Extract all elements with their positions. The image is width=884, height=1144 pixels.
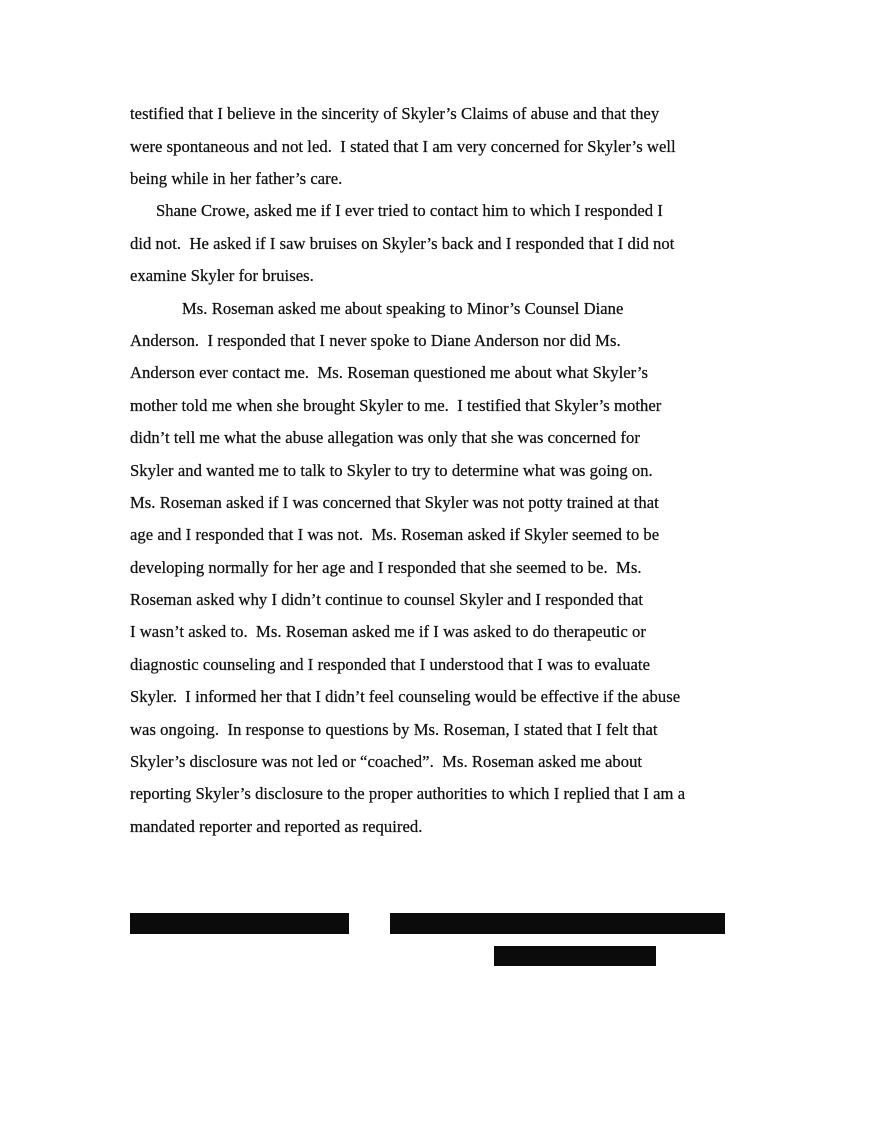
text-line: Ms. Roseman asked if I was concerned that Skyler was not potty trained at that — [130, 493, 659, 512]
text-line: being while in her father’s care. — [130, 169, 343, 188]
text-line: didn’t tell me what the abuse allegation was only that she was concerned for — [130, 428, 640, 447]
text-line: did not. He asked if I saw bruises on Skyler’s back and I responded that I did not — [130, 234, 675, 253]
text-line: Skyler’s disclosure was not led or “coached”. Ms. Roseman asked me about — [130, 752, 643, 771]
text-line: developing normally for her age and I responded that she seemed to be. Ms. — [130, 558, 642, 577]
text-line: Anderson ever contact me. Ms. Roseman questioned me about what Skyler’s — [130, 363, 649, 382]
redaction-bar — [390, 913, 725, 934]
text-line: I wasn’t asked to. Ms. Roseman asked me if I was asked to do therapeutic or — [130, 622, 646, 641]
text-line: age and I responded that I was not. Ms. Roseman asked if Skyler seemed to be — [130, 525, 660, 544]
text-line: examine Skyler for bruises. — [130, 266, 314, 285]
text-line: reporting Skyler’s disclosure to the proper authorities to which I replied that I am a — [130, 784, 686, 803]
redaction-bar — [494, 946, 656, 966]
text-line: diagnostic counseling and I responded that I understood that I was to evaluate — [130, 655, 651, 674]
text-line: mandated reporter and reported as required. — [130, 817, 423, 836]
text-line: was ongoing. In response to questions by Ms. Roseman, I stated that I felt that — [130, 720, 658, 739]
text-line: mother told me when she brought Skyler to me. I testified that Skyler’s mother — [130, 396, 662, 415]
text-line: Ms. Roseman asked me about speaking to Minor’s Counsel Diane — [182, 299, 624, 318]
text-line: were spontaneous and not led. I stated that I am very concerned for Skyler’s well — [130, 137, 676, 156]
text-line: Shane Crowe, asked me if I ever tried to contact him to which I responded I — [156, 201, 663, 220]
text-line: Skyler and wanted me to talk to Skyler to try to determine what was going on. — [130, 461, 653, 480]
text-line: Skyler. I informed her that I didn’t feel counseling would be effective if the abuse — [130, 687, 681, 706]
text-line: testified that I believe in the sincerity of Skyler’s Claims of abuse and that they — [130, 104, 660, 123]
text-line: Roseman asked why I didn’t continue to counsel Skyler and I responded that — [130, 590, 644, 609]
redaction-bar — [130, 913, 349, 934]
text-line: Anderson. I responded that I never spoke to Diane Anderson nor did Ms. — [130, 331, 621, 350]
